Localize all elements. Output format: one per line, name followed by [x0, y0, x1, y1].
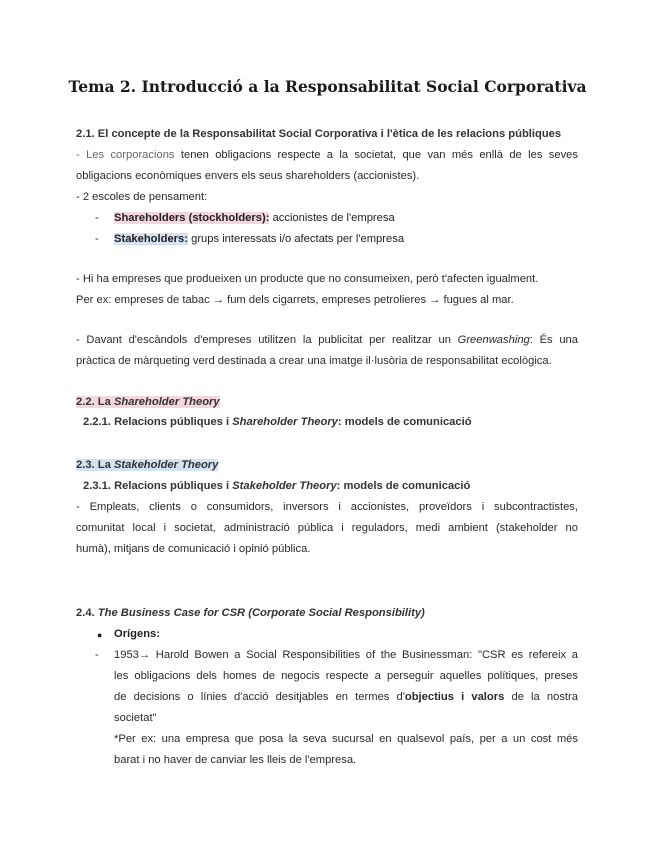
s21-p3-line1: - Hi ha empreses que produeixen un producte que no consumeixen, però t'afecten igualment.: [76, 273, 539, 285]
s24-heading-prefix: 2.4.: [76, 607, 98, 619]
s23-heading-prefix: 2.3. La: [76, 459, 114, 471]
s21-p1-rest: tenen obligacions respecte a la societat, que van més enllà de les seves: [174, 149, 578, 161]
shareholders-def: accionistes de l'empresa: [269, 212, 395, 224]
s23-p-line1: - Empleats, clients o consumidors, inversors i accionistes, proveïdors i subcontractistes,: [76, 501, 578, 513]
s24-l3-c: de la nostra: [504, 691, 578, 703]
s24-heading-italic: The Business Case for CSR (Corporate Social Responsibility): [97, 607, 425, 619]
s24-l1: 1953→ Harold Bowen a Social Responsibilities of the Businessman: "CSR es refereix a: [114, 649, 578, 661]
s21-p4-line1: [76, 333, 578, 347]
s23-p-line2: comunitat local i societat, administració pública i reguladors, medi ambient (stakeholder no: [76, 522, 578, 534]
s22-heading-prefix: 2.2. La: [76, 396, 114, 408]
section-2-4-heading: [76, 606, 578, 620]
s21-p4-text-b: : És una: [529, 334, 579, 346]
s21-p2: - 2 escoles de pensament:: [76, 191, 208, 203]
shareholders-term: Shareholders (stockholders):: [114, 212, 270, 224]
s21-p1-prefix: - Les corporacions: [76, 149, 175, 161]
s21-p3-line2: Per ex: empreses de tabac → fum dels cigarrets, empreses petrolieres → fugues al mar.: [76, 294, 514, 306]
s23-p-line3: humà), mitjans de comunicació i opinió pública.: [76, 543, 311, 555]
objectius-valors: objectius i valors: [404, 691, 505, 703]
s231-rest: : models de comunicació: [336, 480, 471, 492]
section-2-2-1-heading: [83, 415, 585, 429]
s231-prefix: 2.3.1. Relacions públiques i: [83, 480, 233, 492]
stakeholders-term: Stakeholders:: [114, 233, 188, 245]
s231-italic: Stakeholder Theory: [232, 480, 337, 492]
s24-l4: societat": [114, 712, 157, 724]
greenwashing-term: Greenwashing: [457, 334, 530, 346]
s21-p1-line2: obligacions econòmiques envers els seus shareholders (accionistes).: [76, 170, 420, 182]
s21-bullet1: [114, 211, 395, 225]
s24-l5: *Per ex: una empresa que posa la seva sucursal en qualsevol país, per a un cost més: [114, 733, 578, 745]
s24-dash: -: [95, 649, 99, 661]
s21-p4-text-a: - Davant d'escàndols d'empreses utilitzen la publicitat per realitzar un: [76, 334, 458, 346]
s24-l2: les obligacions dels homes de negocis respecte a perseguir aquelles polítiques, preses: [114, 670, 578, 682]
s21-p1-line1: [76, 148, 578, 162]
s24-l3: [114, 690, 578, 704]
s221-rest: : models de comunicació: [337, 416, 472, 428]
stakeholders-def: grups interessats i/o afectats per l'empresa: [188, 233, 405, 245]
s21-bullet2: [114, 232, 404, 246]
s23-heading-italic: Stakeholder Theory: [113, 459, 219, 471]
s24-l3-a: de decisions o línies d'acció desitjables en termes d': [114, 691, 405, 703]
section-2-2-heading: [76, 395, 578, 409]
s21-bullet2-dash: -: [95, 233, 99, 245]
bullet-icon: ●: [97, 630, 103, 640]
section-2-3-heading: [76, 458, 578, 472]
section-2-3-1-heading: [83, 479, 585, 493]
s21-p4-line2: pràctica de màrqueting verd destinada a crear una imatge il·lusòria de responsabilitat ecològica.: [76, 355, 552, 367]
s221-italic: Shareholder Theory: [232, 416, 338, 428]
section-2-1-heading: 2.1. El concepte de la Responsabilitat Social Corporativa i l'ètica de les relacions públiques: [76, 128, 562, 140]
s221-prefix: 2.2.1. Relacions públiques i: [83, 416, 233, 428]
page-title: Tema 2. Introducció a la Responsabilitat Social Corporativa: [68, 77, 587, 96]
origens-label: Orígens:: [114, 628, 161, 640]
s22-heading-italic: Shareholder Theory: [113, 396, 220, 408]
s21-bullet1-dash: -: [95, 212, 99, 224]
s24-l6: barat i no haver de canviar les lleis de l'empresa.: [114, 754, 357, 766]
